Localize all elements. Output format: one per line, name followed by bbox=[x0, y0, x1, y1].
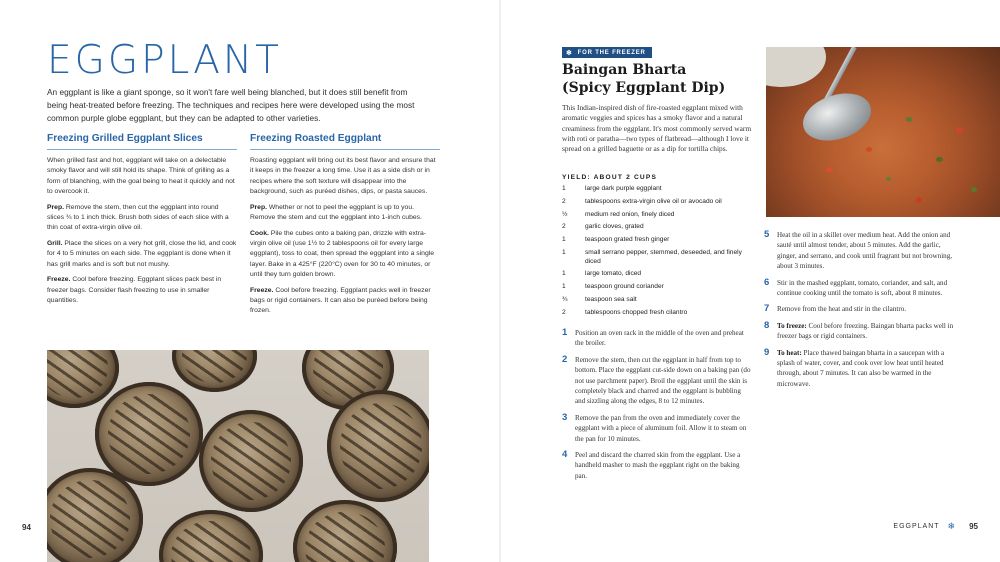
ingredient-qty: 1 bbox=[562, 283, 566, 291]
for-the-freezer-badge bbox=[562, 47, 652, 58]
grilled-freeze bbox=[47, 275, 237, 306]
step-text: Position an oven rack in the middle of the oven and preheat the broiler. bbox=[575, 329, 744, 348]
ingredient-item bbox=[562, 236, 752, 245]
step-text: Stir in the mashed eggplant, tomato, coriander, and salt, and continue cooking until the tomato is soft, about 8 minutes. bbox=[777, 278, 948, 298]
step-text: Cool before freezing. Baingan bharta packs well in freezer bags or rigid containers. bbox=[777, 321, 954, 341]
step-text: Remove the stem, then cut the eggplant in half from top to bottom. Place the eggplant cut-side down on a baking pan (do not use parchment paper). Broil the eggplant until the skin is completely black and charred and the eggplant is bubbling and sizzling along the edges, 8 to 12 minutes. bbox=[575, 355, 751, 406]
tomato-speck bbox=[956, 127, 963, 133]
herb-speck bbox=[971, 187, 977, 192]
step-number: 1 bbox=[562, 327, 568, 338]
page-number-right: 95 bbox=[969, 522, 978, 531]
step-number: 2 bbox=[562, 353, 568, 365]
ingredient-qty: 2 bbox=[562, 308, 566, 316]
step-number: 6 bbox=[764, 276, 770, 288]
method-step bbox=[764, 348, 960, 390]
ingredient-name: teaspoon grated fresh ginger bbox=[585, 236, 670, 244]
freeze-text: Cool before freezing. Eggplant packs well in freezer bags or rigid containers. It can also be puréed before being frozen. bbox=[250, 286, 431, 315]
badge-label: FOR THE FREEZER bbox=[577, 49, 646, 56]
grilled-eggplant-photo bbox=[47, 350, 429, 562]
step-text: Peel and discard the charred skin from the eggplant. Use a handheld masher to mash the eggplant right on the baking pan. bbox=[575, 451, 741, 480]
grilled-intro: When grilled fast and hot, eggplant will take on a delectable smoky flavor and will still hold its shape. Think of grilling as a form of blanching, with the goal being to heat it quickly and not to overcook it. bbox=[47, 157, 235, 195]
eggplant-slice bbox=[199, 410, 303, 512]
roasted-freeze bbox=[250, 286, 440, 317]
ingredient-item bbox=[562, 249, 752, 266]
roasted-section bbox=[250, 133, 440, 322]
ingredient-qty: 1 bbox=[562, 248, 566, 256]
baingan-bharta-photo bbox=[766, 47, 1000, 217]
intro-paragraph: An eggplant is like a giant sponge, so it won't fare well being blanched, but it does still benefit from being heat-treated before freezing. The techniques and recipes here were developed using the most common purple globe eggplant, but they can be adapted to other varieties. bbox=[47, 87, 415, 123]
ingredient-item bbox=[562, 198, 752, 207]
bowl-rim bbox=[766, 47, 826, 87]
ingredient-qty: 2 bbox=[562, 223, 566, 231]
snowflake-icon: ❄ bbox=[947, 521, 956, 531]
ingredient-name: garlic cloves, grated bbox=[585, 223, 644, 231]
herb-speck bbox=[906, 117, 912, 122]
recipe-intro: This Indian-inspired dish of fire-roasted eggplant mixed with aromatic veggies and spices has a smoky flavor and a natural creaminess from the eggplant. It's most commonly served warm with roti or paratha—two types of flatbread—although I love it spread on a grilled baguette or as a dip for tortilla chips. bbox=[562, 103, 752, 154]
prep-text: Remove the stem, then cut the eggplant into round slices ¾ to 1 inch thick. Brush both sides of each slice with a thin coat of extra-virgin olive oil. bbox=[47, 203, 229, 232]
ingredient-list bbox=[562, 185, 752, 321]
herb-speck bbox=[936, 157, 943, 162]
step-text: Remove the pan from the oven and immediately cover the eggplant with a piece of aluminum foil. Allow it to steam on the pan for 10 minutes. bbox=[575, 413, 747, 443]
ingredient-name: large tomato, diced bbox=[585, 270, 642, 278]
ingredient-name: small serrano pepper, stemmed, deseeded, and finely diced bbox=[585, 248, 742, 265]
method-step bbox=[562, 355, 752, 407]
ingredient-item bbox=[562, 185, 752, 194]
tomato-speck bbox=[866, 147, 872, 152]
eggplant-slice bbox=[327, 390, 429, 502]
snowflake-icon: ❄ bbox=[566, 49, 573, 57]
prep-text: Whether or not to peel the eggplant is up to you. Remove the stem and cut the eggplant into 1-inch cubes. bbox=[250, 203, 422, 221]
ingredient-item bbox=[562, 211, 752, 220]
grill-text: Place the slices on a very hot grill, close the lid, and cook for 4 to 5 minutes on each side. The eggplant is done when it has grill marks and is soft but not mushy. bbox=[47, 240, 237, 268]
prep-label: Prep. bbox=[47, 203, 64, 211]
ingredient-item bbox=[562, 283, 752, 292]
eggplant-slice bbox=[95, 382, 203, 486]
grilled-section bbox=[47, 133, 237, 312]
ingredient-item bbox=[562, 296, 752, 305]
step-body bbox=[777, 348, 960, 390]
ingredient-qty: ½ bbox=[562, 210, 568, 218]
step-label: To freeze: bbox=[777, 321, 807, 330]
method-step bbox=[562, 413, 752, 444]
step-text: Place thawed baingan bharta in a saucepan with a splash of water, cover, and cook over low heat until heated through, about 7 minutes. It can also be warmed in the microwave. bbox=[777, 348, 945, 388]
grilled-prep bbox=[47, 203, 237, 234]
eggplant-slice bbox=[172, 350, 257, 392]
eggplant-slice bbox=[159, 510, 263, 562]
freeze-label: Freeze. bbox=[250, 286, 274, 294]
ingredient-qty: 1 bbox=[562, 185, 566, 192]
spoon bbox=[797, 85, 877, 148]
grilled-heading: Freezing Grilled Eggplant Slices bbox=[47, 133, 237, 150]
step-number: 9 bbox=[764, 346, 770, 358]
eggplant-slice bbox=[293, 500, 397, 562]
ingredient-name: tablespoons extra-virgin olive oil or avocado oil bbox=[585, 197, 722, 205]
ingredient-name: medium red onion, finely diced bbox=[585, 210, 675, 218]
method-step bbox=[562, 328, 752, 349]
recipe-yield: YIELD: ABOUT 2 CUPS bbox=[562, 174, 658, 181]
step-number: 3 bbox=[562, 411, 568, 423]
ingredient-name: tablespoons chopped fresh cilantro bbox=[585, 308, 688, 316]
page-number-left: 94 bbox=[22, 523, 31, 532]
ingredient-qty: 2 bbox=[562, 197, 566, 205]
ingredient-name: large dark purple eggplant bbox=[585, 185, 662, 192]
method-step bbox=[562, 450, 752, 481]
ingredient-item bbox=[562, 309, 752, 318]
ingredient-name: teaspoon sea salt bbox=[585, 295, 637, 303]
method-steps-column-2 bbox=[764, 230, 960, 395]
cook-text: Pile the cubes onto a baking pan, drizzle with extra-virgin olive oil (use 1½ to 2 tablespoons oil for every large eggplant), toss to coat, then spread the eggplant into a single layer. Bake in a 425°F (220°C) oven for 30 to 40 minutes, or until they turn golden brown. bbox=[250, 229, 435, 278]
herb-speck bbox=[886, 177, 891, 181]
ingredient-item bbox=[562, 270, 752, 279]
step-number: 5 bbox=[764, 229, 770, 240]
step-label: To heat: bbox=[777, 348, 802, 357]
method-step bbox=[764, 230, 960, 272]
freeze-label: Freeze. bbox=[47, 276, 71, 284]
roasted-prep bbox=[250, 203, 440, 224]
ingredient-item bbox=[562, 223, 752, 232]
page-footer-right bbox=[893, 521, 978, 532]
step-body bbox=[777, 321, 960, 342]
roasted-cook bbox=[250, 229, 440, 280]
step-text: Heat the oil in a skillet over medium heat. Add the onion and sauté until almost tender, about 5 minutes. Add the garlic, ginger, and serrano, and cook until fragrant but not browning, about 3 minutes. bbox=[777, 231, 953, 271]
step-number: 4 bbox=[562, 449, 568, 461]
page-title: EGGPLANT bbox=[47, 38, 282, 83]
roasted-heading: Freezing Roasted Eggplant bbox=[250, 133, 440, 150]
method-step bbox=[764, 321, 960, 342]
step-number: 8 bbox=[764, 319, 770, 331]
grill-label: Grill. bbox=[47, 240, 63, 248]
step-number: 7 bbox=[764, 303, 770, 315]
tomato-speck bbox=[916, 197, 922, 203]
ingredient-qty: 1 bbox=[562, 270, 566, 278]
method-step bbox=[764, 278, 960, 299]
cook-label: Cook. bbox=[250, 229, 269, 237]
recipe-title bbox=[562, 61, 752, 97]
method-steps-column-1 bbox=[562, 328, 752, 487]
step-text: Remove from the heat and stir in the cilantro. bbox=[777, 305, 907, 314]
prep-label: Prep. bbox=[250, 203, 267, 211]
footer-section-label: EGGPLANT bbox=[893, 523, 940, 530]
grilled-grill bbox=[47, 239, 237, 270]
ingredient-name: teaspoon ground coriander bbox=[585, 283, 664, 291]
book-gutter bbox=[499, 0, 501, 562]
freeze-text: Cool before freezing. Eggplant slices pack best in freezer bags. Consider flash freezing to use in smaller quantities. bbox=[47, 276, 222, 305]
ingredient-qty: ¾ bbox=[562, 295, 568, 303]
method-step bbox=[764, 304, 960, 314]
roasted-intro: Roasting eggplant will bring out its best flavor and ensure that it keeps in the freezer a long time. Use it as a side dish or in recipes where the soft texture will disappear into the background, such as puréed dishes, dips, or pasta sauces. bbox=[250, 157, 436, 195]
ingredient-qty: 1 bbox=[562, 236, 566, 244]
recipe-title-line2: (Spicy Eggplant Dip) bbox=[562, 80, 726, 96]
tomato-speck bbox=[826, 167, 833, 172]
recipe-title-line1: Baingan Bharta bbox=[562, 62, 687, 78]
